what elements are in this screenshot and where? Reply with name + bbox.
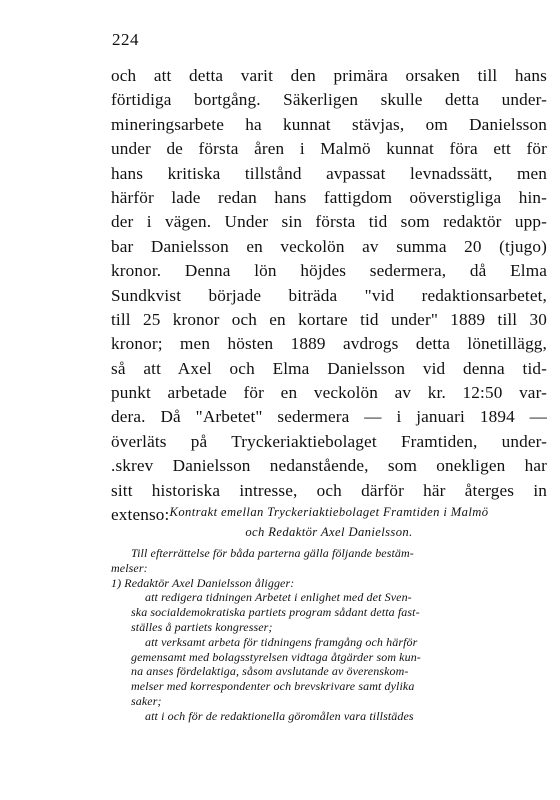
body-line: överläts på Tryckeriaktiebolaget Framtiden, under- <box>111 431 547 451</box>
page-number: 224 <box>112 30 139 49</box>
contract-line: att verksamt arbeta för tidningens framgång och härför <box>145 634 418 649</box>
body-line: hans kritiska tillstånd avpassat levnadssätt, men <box>111 163 547 183</box>
body-line: härför lade redan hans fattigdom oöverstigliga hin- <box>111 187 547 207</box>
body-line: och att detta varit den primära orsaken till hans <box>111 66 547 85</box>
body-line: extenso: <box>111 505 170 525</box>
body-line: till 25 kronor och en kortare tid under" 1889 till 30 <box>111 309 547 329</box>
contract-line: gemensamt med bolagsstyrelsen vidtaga åtgärder som kun- <box>131 649 421 664</box>
contract-title <box>111 502 547 542</box>
contract-line: att i och för de redaktionella göromålen vara tillstädes <box>145 708 414 723</box>
body-line: dera. Då "Arbetet" sedermera — i januari 1894 — <box>111 407 547 427</box>
contract-body <box>111 546 547 724</box>
contract-title-line: och Redaktör Axel Danielsson. <box>245 525 413 539</box>
body-line: Sundkvist började biträda "vid redaktionsarbetet, <box>111 285 547 305</box>
body-line: .skrev Danielsson nedanstående, som onekligen har <box>111 456 547 476</box>
body-line: förtidiga bortgång. Säkerligen skulle detta under- <box>111 90 547 110</box>
body-line: der i vägen. Under sin första tid som redaktör upp- <box>111 212 547 232</box>
contract-line: Till efterrättelse för båda parterna gälla följande bestäm- <box>131 546 414 560</box>
body-line: kronor. Denna lön höjdes sedermera, då Elma <box>111 261 547 281</box>
contract-line: melser: <box>111 560 148 575</box>
body-line: under de första åren i Malmö kunnat föra ett för <box>111 139 547 159</box>
contract-line: saker; <box>131 693 162 708</box>
contract-title-line: Kontrakt emellan Tryckeriaktiebolaget Framtiden i Malmö <box>169 505 489 519</box>
contract-line: ska socialdemokratiska partiets program sådant detta fast- <box>131 605 420 620</box>
body-line: så att Axel och Elma Danielsson vid denna tid- <box>111 358 547 378</box>
body-paragraph <box>111 64 547 527</box>
contract-line: att redigera tidningen Arbetet i enlighet med det Sven- <box>145 590 412 605</box>
contract-line: melser med korrespondenter och brevskrivare samt dylika <box>131 679 415 694</box>
body-line: punkt arbetade för en veckolön av kr. 12:50 var- <box>111 383 547 403</box>
contract-line: ställes å partiets kongresser; <box>131 619 273 634</box>
body-line: sitt historiska intresse, och därför här återges in <box>111 480 547 500</box>
contract-line: 1) Redaktör Axel Danielsson åligger: <box>111 575 295 590</box>
body-line: kronor; men hösten 1889 avdrogs detta lönetillägg, <box>111 334 547 354</box>
body-line: bar Danielsson en veckolön av summa 20 (tjugo) <box>111 236 547 256</box>
body-line: mineringsarbete ha kunnat stävjas, om Danielsson <box>111 114 547 134</box>
contract-line: na anses fördelaktiga, såsom avslutande av överenskom- <box>131 664 409 679</box>
